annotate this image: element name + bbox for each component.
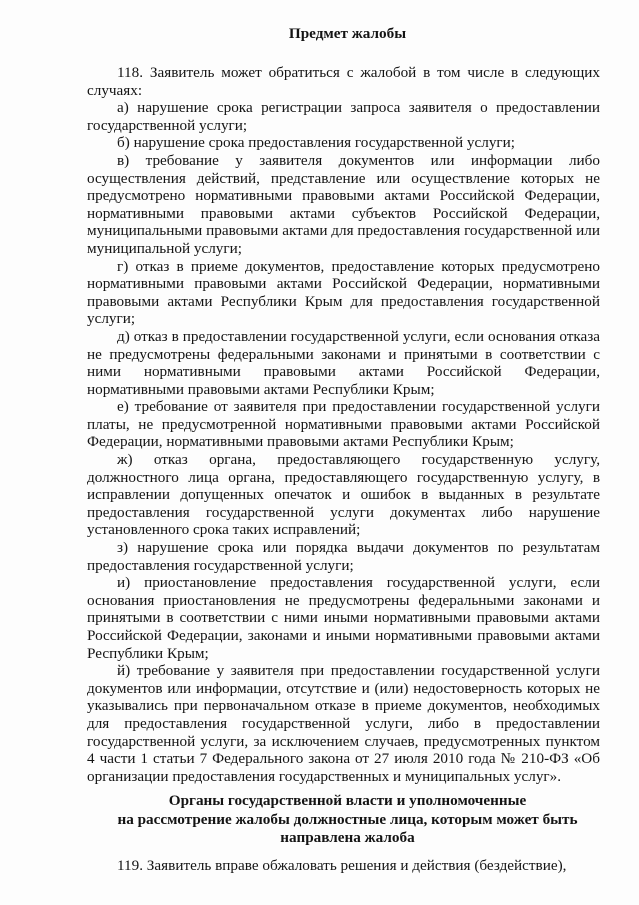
complaint-cases-list: [87, 64, 600, 785]
list-item-z: з) нарушение срока или порядка выдачи документов по результатам предоставления государственной услуги;: [87, 539, 600, 574]
subsection-title: [80, 792, 615, 848]
list-item-v: в) требование у заявителя документов или информации либо осуществления действий, представление или осуществление которых не предусмотрено нормативными правовыми актами Российской Федерации, нормативными правовыми актами субъектов Российской Федерации, муниципальными правовыми актами для предоставления государственной или муниципальной услуги;: [87, 151, 600, 257]
list-item-ij: й) требование у заявителя при предоставлении государственной услуги документов или информации, отсутствие и (или) недостоверность которых не указывались при первоначальном отказе в приеме документов, необходимых для предоставления государственной услуги, либо в предоставлении государственной услуги, за исключением случаев, предусмотренных пунктом 4 части 1 статьи 7 Федерального закона от 27 июля 2010 года № 210-ФЗ «Об организации предоставления государственных и муниципальных услуг».: [87, 662, 600, 785]
list-item-d: д) отказ в предоставлении государственной услуги, если основания отказа не предусмотрены федеральными законами и принятыми в соответствии с ними нормативными правовыми актами Российской Федерации, нормативными правовыми актами Республики Крым;: [87, 327, 600, 398]
list-item-i: и) приостановление предоставления государственной услуги, если основания приостановления не предусмотрены федеральными законами и принятыми в соответствии с ними иными нормативными правовыми актами Российской Федерации, законами и иными нормативными правовыми актами Республики Крым;: [87, 574, 600, 662]
paragraph-119: 119. Заявитель вправе обжаловать решения и действия (бездействие),: [117, 857, 567, 874]
subsection-title-line-2: на рассмотрение жалобы должностные лица, которым может быть: [117, 810, 578, 828]
subsection-title-line-3: направлена жалоба: [280, 829, 415, 846]
section-title: Предмет жалобы: [288, 25, 407, 42]
paragraph-119-block: [87, 857, 600, 875]
subsection-title-line-1: Органы государственной власти и уполномоченные: [168, 792, 527, 809]
list-item-e: е) требование от заявителя при предоставлении государственной услуги платы, не предусмотренной нормативными правовыми актами Российской Федерации, нормативными правовыми актами Республики Крым;: [87, 398, 600, 451]
list-item-a: а) нарушение срока регистрации запроса заявителя о предоставлении государственной услуги;: [87, 99, 600, 134]
paragraph-118-intro: 118. Заявитель может обратиться с жалобой в том числе в следующих случаях:: [87, 64, 600, 99]
list-item-zh: ж) отказ органа, предоставляющего государственную услугу, должностного лица органа, предоставляющего государственную услугу, в исправлении допущенных опечаток и ошибок в выданных в результате предоставления государственной услуги документах либо нарушение установленного срока таких исправлений;: [87, 451, 600, 539]
list-item-g: г) отказ в приеме документов, предоставление которых предусмотрено нормативными правовыми актами Российской Федерации, нормативными правовыми актами Республики Крым для предоставления государственной услуги;: [87, 257, 600, 328]
list-item-b: б) нарушение срока предоставления государственной услуги;: [117, 134, 515, 152]
